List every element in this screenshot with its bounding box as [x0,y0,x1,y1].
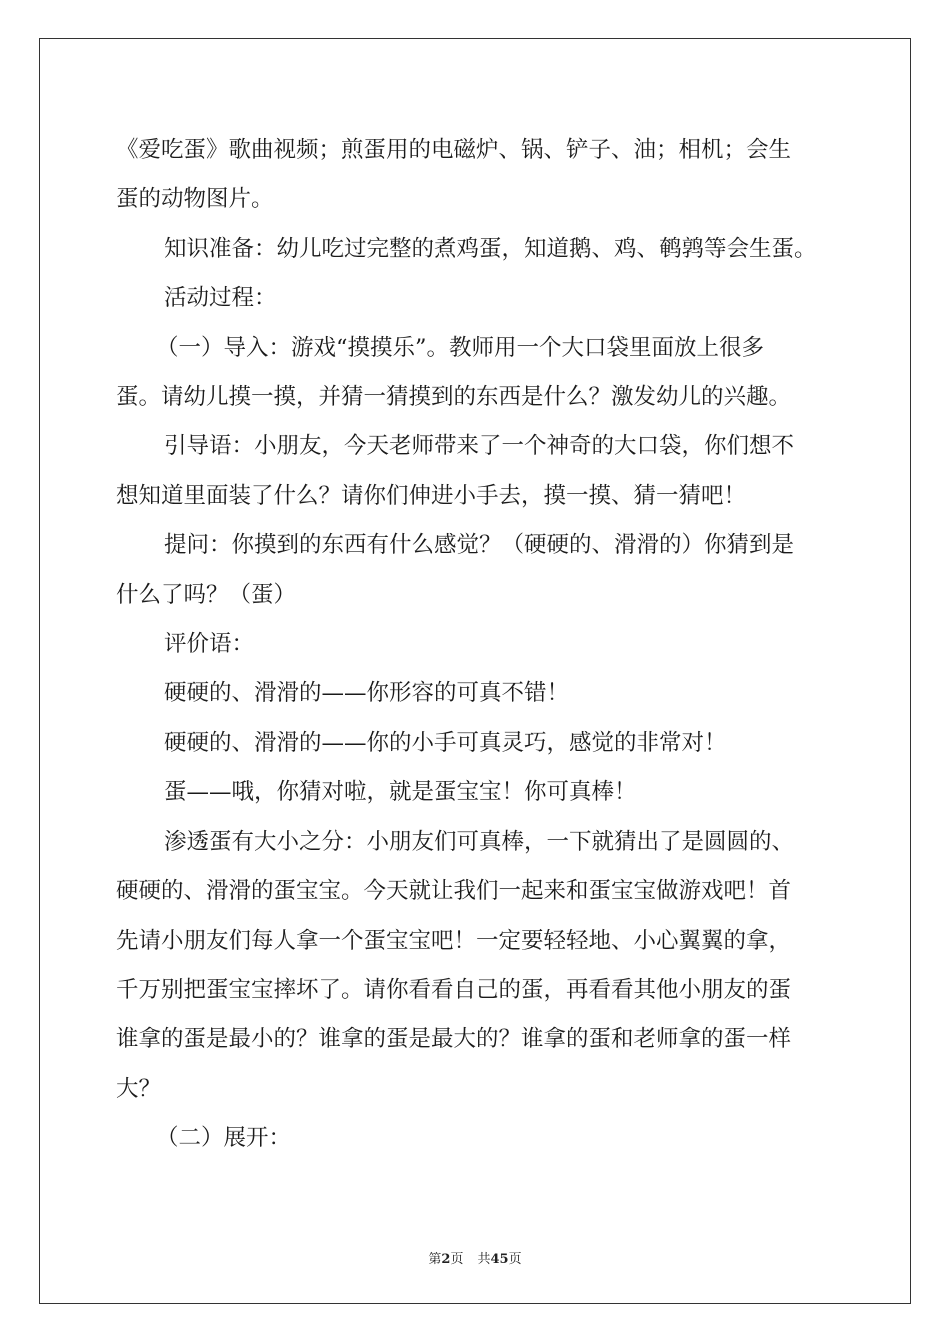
text-line: 评价语： [164,631,255,658]
section-heading: （二）展开： [156,1125,292,1152]
text-line: 知识准备：幼儿吃过完整的煮鸡蛋，知道鹅、鸡、鹌鹑等会生蛋。 [164,235,817,262]
page-prefix: 第 [428,1252,442,1267]
text-line: 蛋的动物图片。 [116,186,274,213]
page-total: 45 [490,1252,509,1267]
page-footer [0,1248,950,1267]
page-current: 2 [441,1252,451,1267]
document-body [116,126,842,1164]
text-line: 大？ [116,1075,162,1102]
section-heading: （一）导入：游戏“摸摸乐”。教师用一个大口袋里面放上很多 [156,334,765,361]
text-line: 蛋。请幼儿摸一摸，并猜一猜摸到的东西是什么？激发幼儿的兴趣。 [116,384,792,411]
text-line: 蛋——哦，你猜对啦，就是蛋宝宝！你可真棒！ [164,779,637,806]
text-line: 千万别把蛋宝宝摔坏了。请你看看自己的蛋，再看看其他小朋友的蛋 [116,976,792,1003]
text-line: 提问：你摸到的东西有什么感觉？（硬硬的、滑滑的）你猜到是 [164,532,795,559]
text-line: 渗透蛋有大小之分：小朋友们可真棒，一下就猜出了是圆圆的、 [164,828,795,855]
text-line: 引导语：小朋友，今天老师带来了一个神奇的大口袋，你们想不 [164,433,795,460]
text-line: 想知道里面装了什么？请你们伸进小手去，摸一摸、猜一猜吧！ [116,482,747,509]
text-line: 什么了吗？（蛋） [116,581,297,608]
page-suffix: 页 [450,1252,464,1267]
text-line: 《爱吃蛋》歌曲视频；煎蛋用的电磁炉、锅、铲子、油；相机；会生 [116,137,792,163]
section-heading: 活动过程： [164,285,277,312]
text-line: 硬硬的、滑滑的——你形容的可真不错！ [164,680,570,707]
text-line: 硬硬的、滑滑的蛋宝宝。今天就让我们一起来和蛋宝宝做游戏吧！首 [116,878,792,905]
text-line: 先请小朋友们每人拿一个蛋宝宝吧！一定要轻轻地、小心翼翼的拿， [116,927,792,954]
total-prefix: 共 [477,1252,491,1267]
total-suffix: 页 [508,1252,522,1267]
text-line: 硬硬的、滑滑的——你的小手可真灵巧，感觉的非常对！ [164,729,727,756]
text-line: 谁拿的蛋是最小的？谁拿的蛋是最大的？谁拿的蛋和老师拿的蛋一样 [116,1026,792,1053]
